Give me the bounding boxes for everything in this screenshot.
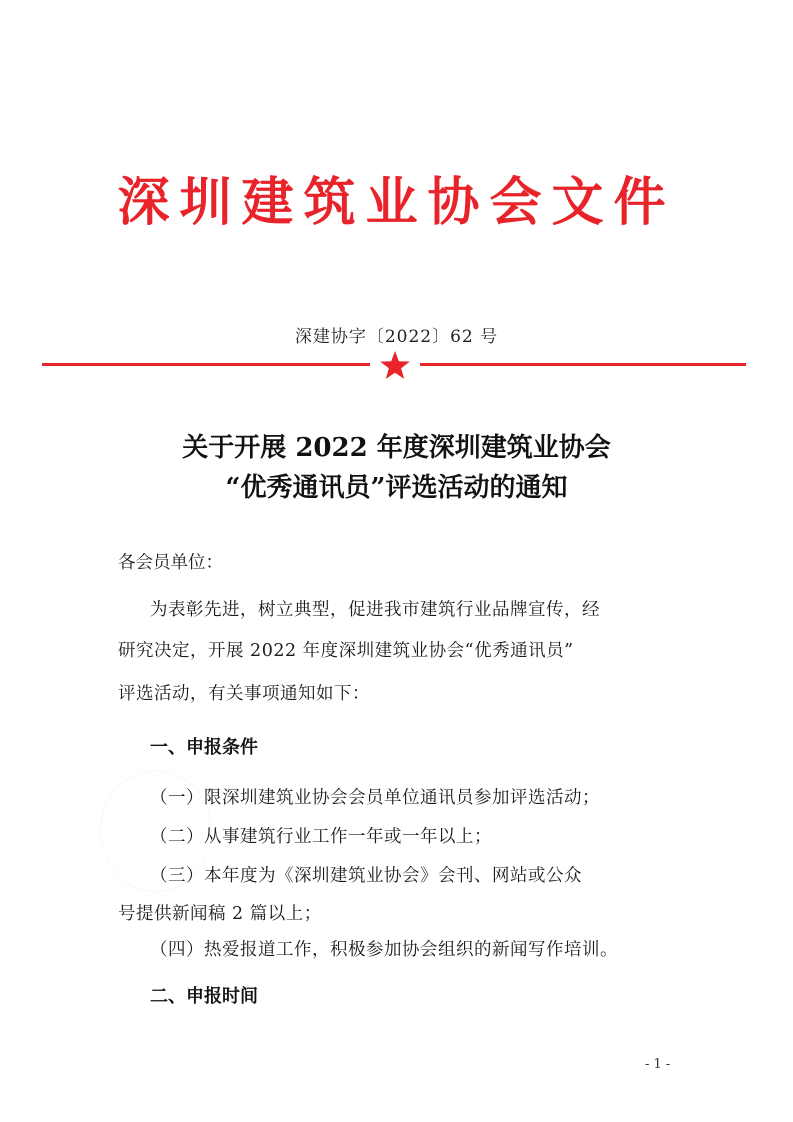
salutation: 各会员单位： (118, 553, 223, 573)
condition-item-2: （二）从事建筑行业工作一年或一年以上； (150, 827, 492, 847)
page-number: - 1 - (645, 1057, 671, 1072)
intro-paragraph-line-2: 研究决定，开展 2022 年度深圳建筑业协会“优秀通讯员” (118, 641, 574, 661)
document-number: 深建协字〔2022〕62 号 (294, 327, 499, 347)
intro-paragraph-line-1: 为表彰先进，树立典型，促进我市建筑行业品牌宣传，经 (150, 600, 600, 620)
intro-paragraph-line-3: 评选活动，有关事项通知如下： (118, 684, 370, 704)
notice-title-line-1: 关于开展 2022 年度深圳建筑业协会 (182, 433, 611, 463)
notice-title-line-2: “优秀通讯员”评选活动的通知 (225, 473, 568, 503)
condition-item-1: （一）限深圳建筑业协会会员单位通讯员参加评选活动； (150, 788, 600, 808)
section-heading-conditions: 一、申报条件 (150, 737, 258, 758)
red-star-icon (379, 350, 411, 380)
condition-item-3-continued: 号提供新闻稿 2 篇以上； (118, 904, 322, 924)
section-heading-time: 二、申报时间 (150, 986, 258, 1007)
red-rule-left (42, 363, 370, 366)
document-header-title: 深圳建筑业协会文件 (117, 172, 676, 233)
red-rule-right (420, 363, 746, 366)
condition-item-4: （四）热爱报道工作，积极参加协会组织的新闻写作培训。 (150, 940, 618, 960)
condition-item-3: （三）本年度为《深圳建筑业协会》会刊、网站或公众 (150, 866, 582, 886)
